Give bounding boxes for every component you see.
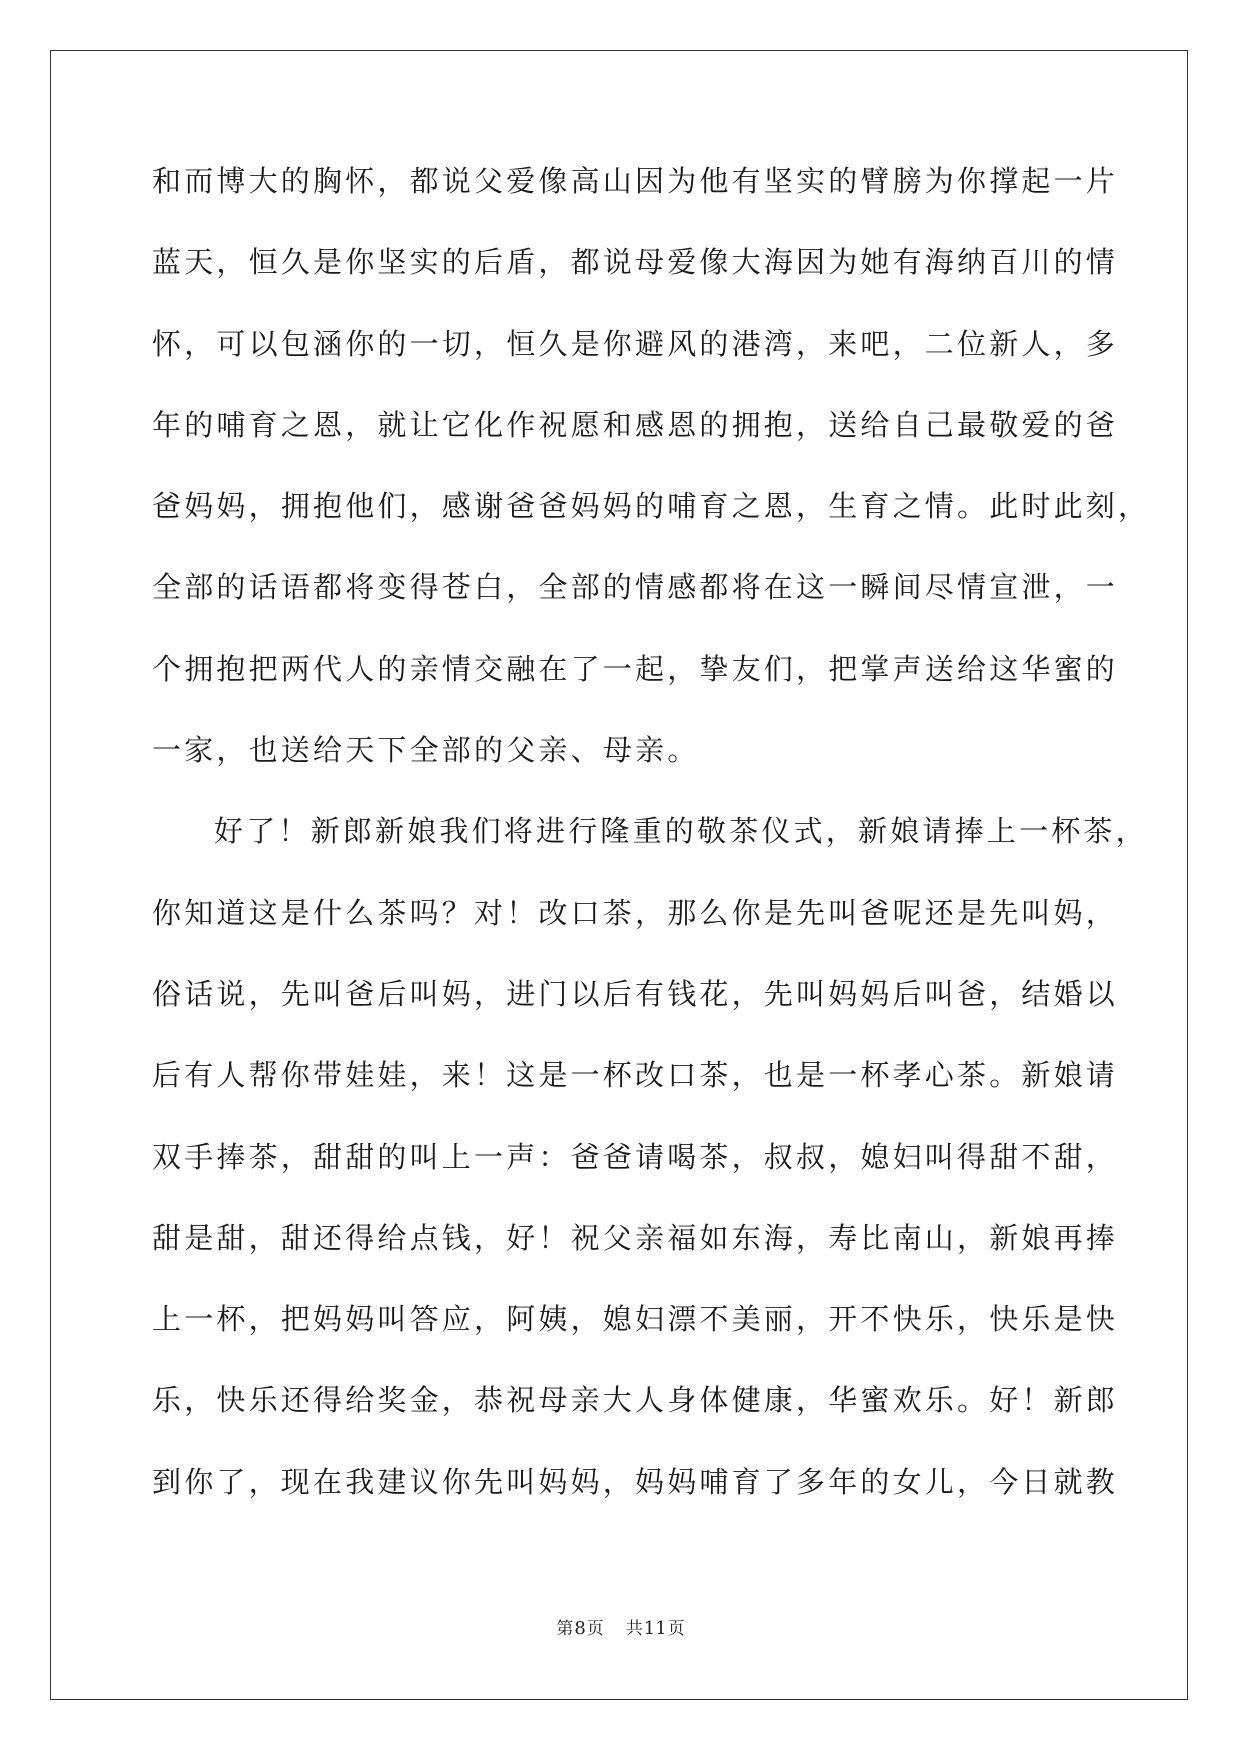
text-line: 双手捧茶，甜甜的叫上一声：爸爸请喝茶，叔叔，媳妇叫得甜不甜， bbox=[152, 1139, 1119, 1174]
text-line: 个拥抱把两代人的亲情交融在了一起，挚友们，把掌声送给这华蜜的 bbox=[152, 651, 1119, 686]
current-page-number: 8 bbox=[574, 1618, 586, 1639]
text-line: 和而博大的胸怀，都说父爱像高山因为他有坚实的臂膀为你撑起一片 bbox=[152, 164, 1119, 198]
text-line: 年的哺育之恩，就让它化作祝愿和感恩的拥抱，送给自己最敬爱的爸 bbox=[152, 407, 1119, 442]
text-line: 后有人帮你带娃娃，来！这是一杯改口茶，也是一杯孝心茶。新娘请 bbox=[152, 1058, 1119, 1093]
text-line: 爸妈妈，拥抱他们，感谢爸爸妈妈的哺育之恩，生育之情。此时此刻， bbox=[152, 489, 1151, 524]
document-body bbox=[152, 156, 1151, 1538]
text-line: 俗话说，先叫爸后叫妈，进门以后有钱花，先叫妈妈后叫爸，结婚以 bbox=[152, 976, 1119, 1011]
text-line: 怀，可以包涵你的一切，恒久是你避风的港湾，来吧，二位新人，多 bbox=[152, 326, 1119, 361]
text-line: 一家，也送给天下全部的父亲、母亲。 bbox=[152, 733, 700, 768]
text-line: 上一杯，把妈妈叫答应，阿姨，媳妇漂不美丽，开不快乐，快乐是快 bbox=[152, 1302, 1119, 1337]
page-suffix: 页 bbox=[586, 1619, 604, 1639]
text-line: 蓝天，恒久是你坚实的后盾，都说母爱像大海因为她有海纳百川的情 bbox=[152, 245, 1119, 280]
total-prefix: 共 bbox=[625, 1619, 643, 1639]
paragraph-start-line: 好了！新郎新娘我们将进行隆重的敬茶仪式，新娘请捧上一杯茶， bbox=[214, 814, 1148, 849]
total-suffix: 页 bbox=[667, 1619, 685, 1639]
text-line: 到你了，现在我建议你先叫妈妈，妈妈哺育了多年的女儿，今日就教 bbox=[152, 1464, 1119, 1499]
text-line: 你知道这是什么茶吗？对！改口茶，那么你是先叫爸呢还是先叫妈， bbox=[152, 895, 1119, 930]
total-page-count: 11 bbox=[643, 1618, 667, 1639]
text-line: 全部的话语都将变得苍白，全部的情感都将在这一瞬间尽情宣泄，一 bbox=[152, 570, 1119, 605]
page-footer bbox=[0, 1617, 1241, 1641]
text-line: 甜是甜，甜还得给点钱，好！祝父亲福如东海，寿比南山，新娘再捧 bbox=[152, 1220, 1119, 1255]
page-prefix: 第 bbox=[556, 1619, 574, 1639]
text-line: 乐，快乐还得给奖金，恭祝母亲大人身体健康，华蜜欢乐。好！新郎 bbox=[152, 1383, 1119, 1418]
